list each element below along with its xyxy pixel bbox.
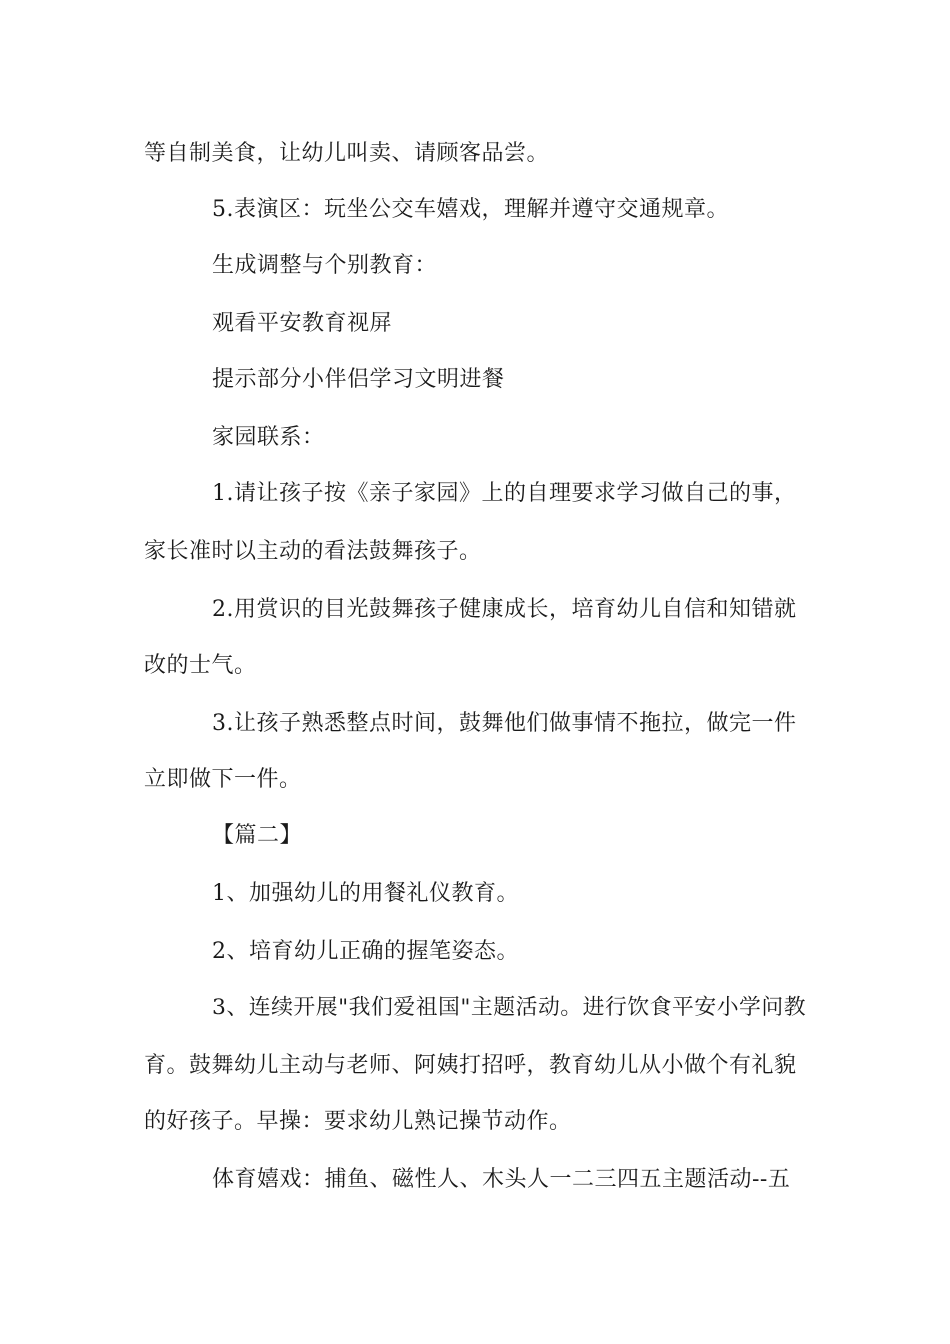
text-line: 1.请让孩子按《亲子家园》上的自理要求学习做自己的事，	[212, 481, 797, 506]
text-line: 改的士气。	[144, 653, 257, 678]
text-line: 体育嬉戏：捕鱼、磁性人、木头人一二三四五主题活动--五	[212, 1167, 791, 1192]
text-line: 的好孩子。早操：要求幼儿熟记操节动作。	[144, 1109, 572, 1134]
section-heading: 【篇二】	[212, 823, 303, 848]
text-line: 3.让孩子熟悉整点时间，鼓舞他们做事情不拖拉，做完一件	[212, 711, 797, 736]
text-line: 家园联系：	[212, 425, 325, 450]
text-line: 育。鼓舞幼儿主动与老师、阿姨打招呼，教育幼儿从小做个有礼貌	[144, 1053, 797, 1078]
text-line: 5.表演区：玩坐公交车嬉戏，理解并遵守交通规章。	[212, 197, 729, 222]
text-line: 等自制美食，让幼儿叫卖、请顾客品尝。	[144, 141, 550, 166]
text-line: 观看平安教育视屏	[212, 311, 393, 336]
text-line: 3、连续开展"我们爱祖国"主题活动。进行饮食平安小学问教	[212, 995, 807, 1020]
text-line: 1、加强幼儿的用餐礼仪教育。	[212, 881, 519, 906]
text-line: 家长准时以主动的看法鼓舞孩子。	[144, 539, 482, 564]
text-line: 2、培育幼儿正确的握笔姿态。	[212, 939, 519, 964]
text-line: 立即做下一件。	[144, 767, 302, 792]
text-line: 提示部分小伴侣学习文明进餐	[212, 367, 505, 392]
text-line: 2.用赏识的目光鼓舞孩子健康成长，培育幼儿自信和知错就	[212, 597, 797, 622]
text-line: 生成调整与个别教育：	[212, 253, 438, 278]
